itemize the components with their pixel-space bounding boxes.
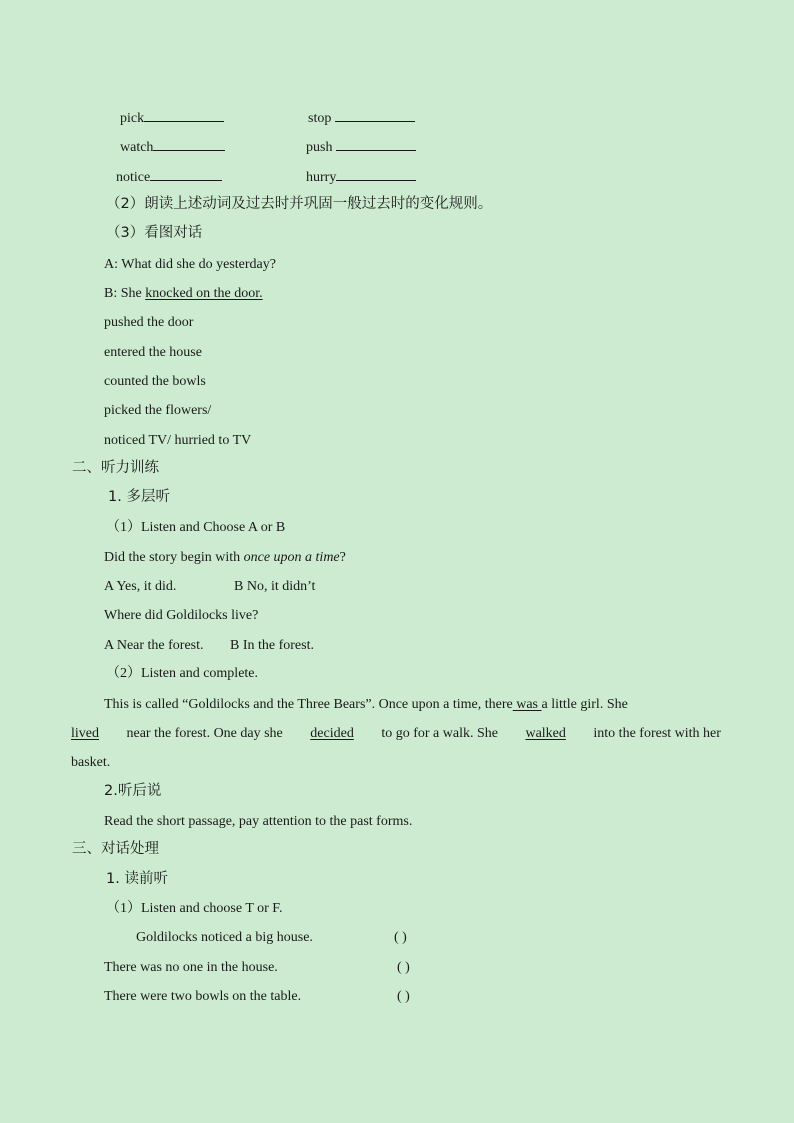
option-2a[interactable]: A Near the forest. — [104, 638, 204, 653]
phrase-item: picked the flowers/ — [104, 403, 212, 418]
passage-text: to go for a walk. She — [381, 726, 498, 741]
blank-watch[interactable] — [153, 138, 225, 151]
verb-stop — [308, 109, 415, 128]
section2-sub2-text: Read the short passage, pay attention to the past forms. — [104, 814, 413, 829]
passage-fill-walked: walked — [525, 726, 566, 741]
passage-line-3: basket. — [71, 755, 111, 770]
verb-push-label: push — [306, 140, 333, 155]
step3-instruction: （3）看图对话 — [106, 225, 203, 241]
passage-fill-decided: decided — [310, 726, 354, 741]
verb-pick — [120, 109, 224, 128]
verb-hurry-label: hurry — [306, 170, 337, 185]
verb-pick-label: pick — [120, 111, 145, 126]
passage-line-1 — [104, 696, 721, 714]
passage-text: into the forest with her — [593, 726, 721, 741]
verb-watch — [120, 138, 225, 157]
dialog-answer-underlined: knocked on the door. — [145, 286, 263, 301]
phrase-item: entered the house — [104, 345, 202, 360]
section3-sub1: 1. 读前听 — [106, 871, 168, 887]
section2-task1: （1）Listen and Choose A or B — [106, 520, 286, 535]
dialog-answer-prefix: B: She — [104, 286, 146, 301]
tf-answer-box[interactable]: ( ) — [397, 989, 410, 1004]
blank-pick[interactable] — [144, 109, 224, 122]
section2-sub2: 2.听后说 — [104, 783, 162, 799]
question-1-italic: once upon a time — [243, 550, 340, 565]
question-1 — [104, 549, 346, 567]
phrase-item: noticed TV/ hurried to TV — [104, 433, 252, 448]
question-1-text: Did the story begin with — [104, 550, 244, 565]
verb-notice-label: notice — [116, 170, 151, 185]
option-2b[interactable]: B In the forest. — [230, 638, 314, 653]
verb-hurry — [306, 168, 416, 187]
passage-text: This is called “Goldilocks and the Three Bears”. Once upon a time, there was a little girl. She — [104, 697, 628, 712]
phrase-item: counted the bowls — [104, 374, 206, 389]
option-1a[interactable]: A Yes, it did. — [104, 579, 177, 594]
passage-line-2 — [71, 725, 721, 743]
blank-push[interactable] — [336, 138, 416, 151]
verb-stop-label: stop — [308, 111, 332, 126]
tf-item: There were two bowls on the table. — [104, 989, 302, 1004]
tf-answer-box[interactable]: ( ) — [397, 960, 410, 975]
question-1-suffix: ? — [339, 550, 346, 565]
dialog-question: A: What did she do yesterday? — [104, 257, 276, 272]
passage-text: near the forest. One day she — [126, 726, 283, 741]
tf-item: There was no one in the house. — [104, 960, 278, 975]
section2-task2: （2）Listen and complete. — [106, 666, 259, 681]
passage-fill-lived: lived — [71, 726, 99, 741]
passage-fill-was: was — [512, 697, 542, 712]
verb-watch-label: watch — [120, 140, 154, 155]
section2-sub1: 1. 多层听 — [108, 489, 170, 505]
tf-item: Goldilocks noticed a big house. — [136, 930, 313, 945]
section3-title: 三、对话处理 — [72, 841, 159, 857]
blank-stop[interactable] — [335, 109, 415, 122]
option-1b[interactable]: B No, it didn’t — [234, 579, 316, 594]
section2-title: 二、听力训练 — [72, 460, 159, 476]
blank-notice[interactable] — [150, 168, 222, 181]
verb-notice — [116, 168, 222, 187]
step2-instruction: （2）朗读上述动词及过去时并巩固一般过去时的变化规则。 — [106, 196, 493, 212]
dialog-answer — [104, 285, 263, 303]
tf-answer-box[interactable]: ( ) — [394, 930, 407, 945]
verb-push — [306, 138, 416, 157]
blank-hurry[interactable] — [336, 168, 416, 181]
question-2: Where did Goldilocks live? — [104, 608, 259, 623]
phrase-item: pushed the door — [104, 315, 194, 330]
section3-task1: （1）Listen and choose T or F. — [106, 901, 283, 916]
